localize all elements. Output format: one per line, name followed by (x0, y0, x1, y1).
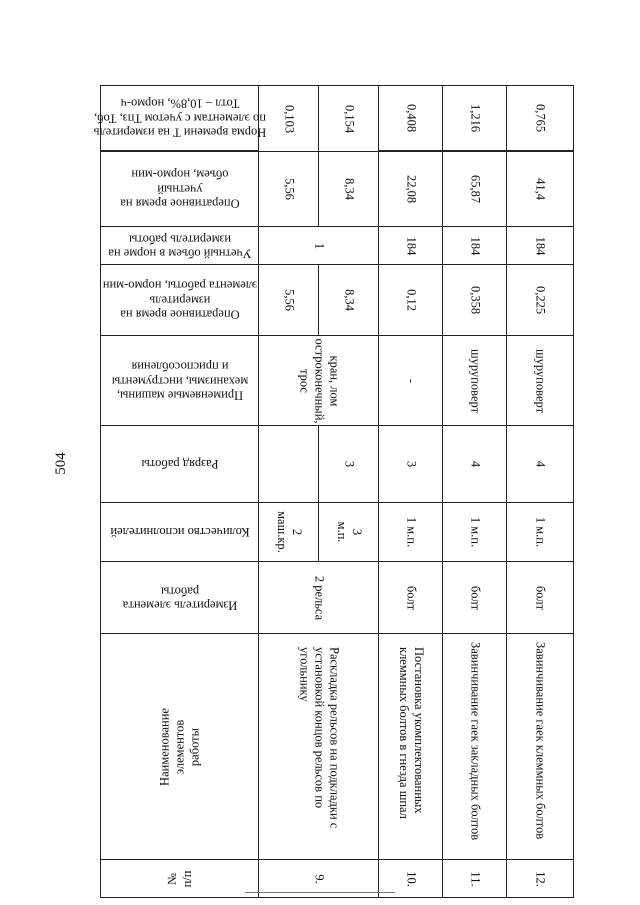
cell-12-name: Завинчивание гаек клеммных болтов (507, 634, 574, 860)
cell-9-norm-time-b: 0,154 (319, 86, 379, 152)
header-meter: Измеритель элемента работы (101, 562, 259, 634)
cell-10-norm-time: 0,408 (379, 86, 443, 151)
header-name: Наименование элементов работы (101, 634, 259, 860)
cell-12-op-time: 0,225 (507, 265, 574, 336)
cell-12-volume: 184 (507, 227, 574, 265)
cell-10-grade: 3 (379, 426, 443, 503)
row-op-time-volume (101, 152, 574, 227)
cell-9-op-time-volume-a: 5,56 (259, 152, 319, 227)
cell-10-op-time-volume: 22,08 (379, 152, 443, 227)
header-machines: Применяемые машины, механизмы, инструменты и приспособления (101, 336, 259, 426)
header-op-time: Оперативное время на измеритель элемента работы, нормо-мин (101, 265, 259, 336)
header-grade: Разряд работы (101, 426, 259, 503)
cell-11-grade: 4 (443, 426, 507, 503)
header-norm-time: Норма времени Т на измеритель по элементам с учетом Тпз, Тоб, Тотл – 10,8%, нормо-ч (101, 86, 259, 151)
row-machines (101, 336, 574, 426)
cell-10-meter: болт (379, 562, 443, 634)
cell-11-meter: болт (443, 562, 507, 634)
cell-9-machines: кран, лом остроконечный, трос (259, 336, 379, 426)
cell-10-count: 1 м.п. (379, 503, 443, 562)
cell-11-count: 1 м.п. (443, 503, 507, 562)
cell-10-machines: - (379, 336, 443, 426)
row-norm-time (101, 86, 574, 151)
row-grade (101, 426, 574, 503)
cell-9-grade-a (259, 426, 319, 503)
work-elements-table (93, 85, 574, 898)
header-op-time-volume: Оперативное время на учетный объем, нормо-мин (101, 152, 259, 227)
cell-11-machines: шуруповерт (443, 336, 507, 426)
cell-9-count-a: 2 маш.кр. (259, 503, 319, 562)
header-count: Количество исполнителей (101, 503, 259, 562)
row-meter (101, 562, 574, 634)
cell-10-volume: 184 (379, 227, 443, 265)
cell-10-op-time: 0,12 (379, 265, 443, 336)
header-num: № п/п (101, 860, 259, 898)
cell-11-op-time-volume: 65,87 (443, 152, 507, 227)
cell-9-op-time-b: 8,34 (319, 265, 379, 336)
cell-9-norm-time-a: 0,103 (259, 86, 319, 152)
row-op-time (101, 265, 574, 336)
cell-11-name: Завинчивание гаек закладных болтов (443, 634, 507, 860)
cell-12-grade: 4 (507, 426, 574, 503)
cell-12-num: 12. (507, 860, 574, 898)
header-volume: Учетный объем в норме на измеритель работы (101, 227, 259, 265)
cell-12-op-time-volume: 41,4 (507, 152, 574, 227)
cell-9-grade-b: 3 (319, 426, 379, 503)
row-name (101, 634, 574, 860)
cell-11-op-time: 0,358 (443, 265, 507, 336)
row-volume (101, 227, 574, 265)
cell-12-norm-time: 0,765 (507, 86, 574, 151)
cell-12-machines: шуруповерт (507, 336, 574, 426)
cell-9-volume: 1 (259, 227, 379, 265)
cell-10-name: Постановка укомплектованных клеммных болтов в гнезда шпал (379, 634, 443, 860)
cell-9-count-b: 3 м.п. (319, 503, 379, 562)
cell-11-num: 11. (443, 860, 507, 898)
page-number: 504 (52, 451, 69, 475)
row-count (101, 503, 574, 562)
cell-9-meter: 2 рельса (259, 562, 379, 634)
footer-line (245, 892, 395, 893)
cell-11-volume: 184 (443, 227, 507, 265)
cell-12-meter: болт (507, 562, 574, 634)
cell-10-num: 10. (379, 860, 443, 898)
cell-9-op-time-volume-b: 8,34 (319, 152, 379, 227)
cell-9-num: 9. (259, 860, 379, 898)
cell-11-norm-time: 1,216 (443, 86, 507, 151)
cell-9-op-time-a: 5,56 (259, 265, 319, 336)
cell-9-name: Раскладка рельсов на подкладки с установкой концов рельсов по угольнику (259, 634, 379, 860)
cell-12-count: 1 м.п. (507, 503, 574, 562)
